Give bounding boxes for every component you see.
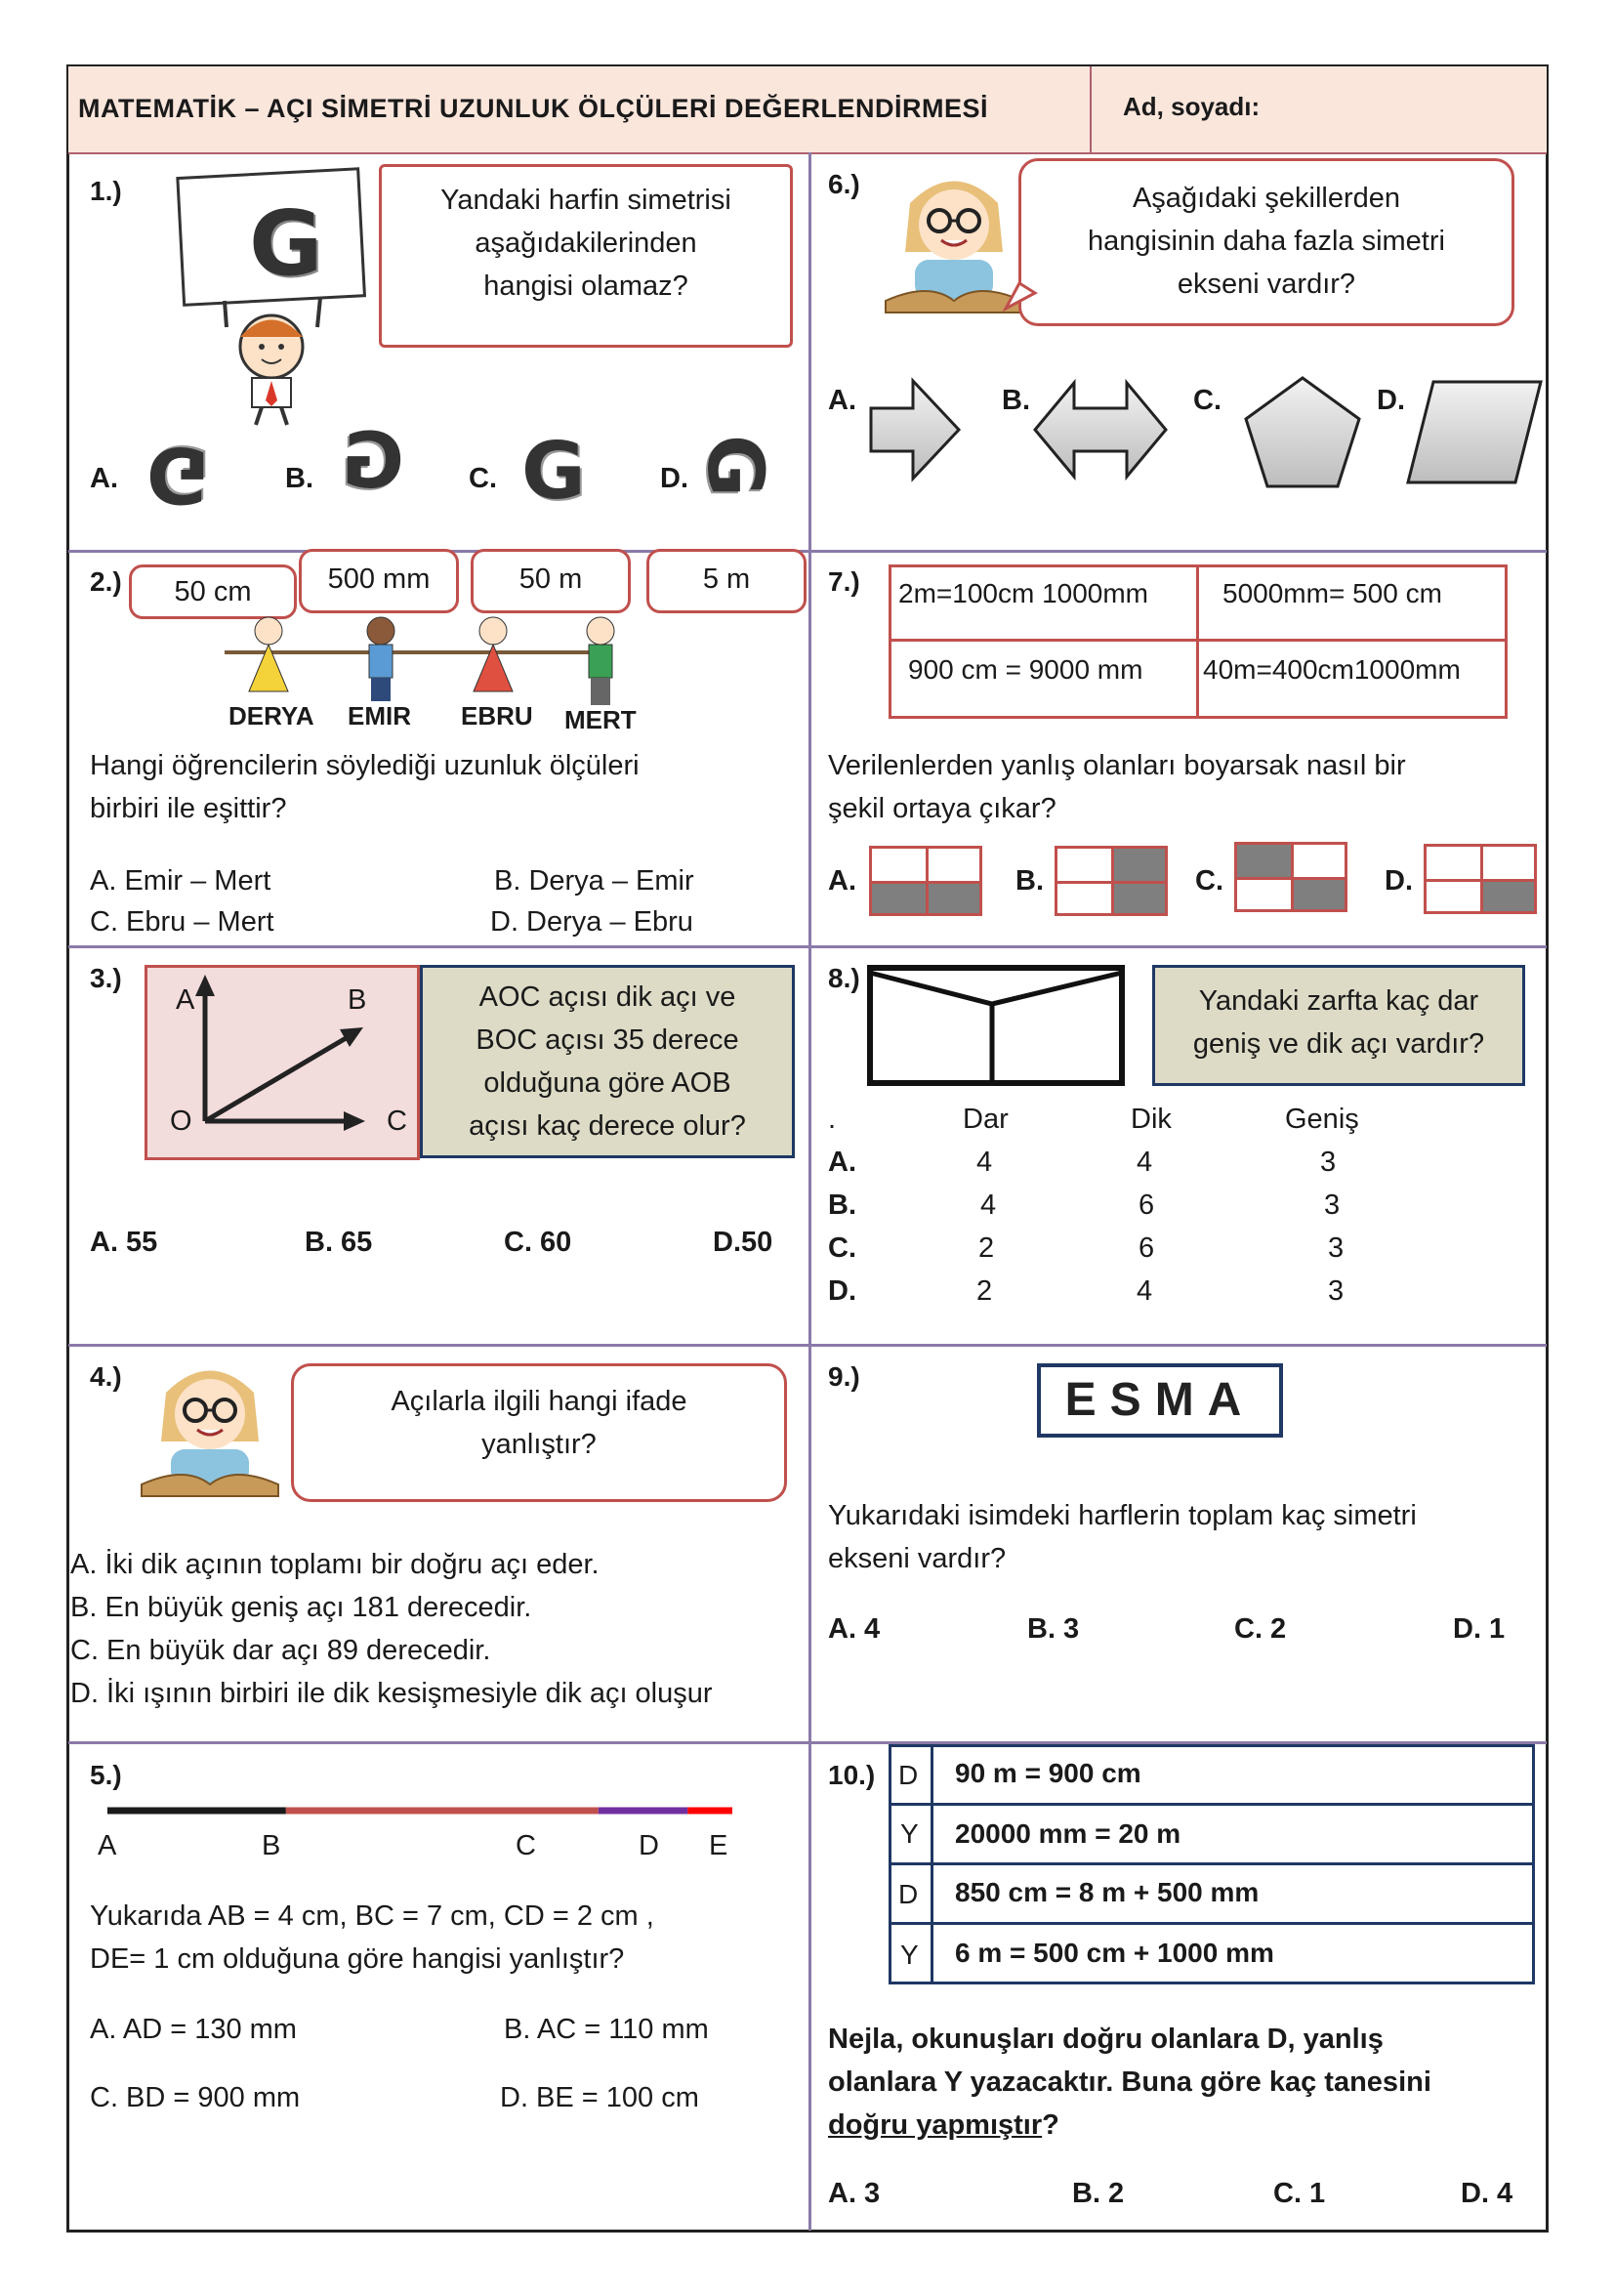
row-divider-1 bbox=[68, 550, 1547, 553]
q6-option-d-label[interactable]: D. bbox=[1377, 385, 1405, 416]
q8-row-d-dar: 2 bbox=[976, 1275, 993, 1307]
q10-option-d[interactable]: D. 4 bbox=[1461, 2178, 1513, 2209]
q8-row-b-label[interactable]: B. bbox=[828, 1190, 856, 1221]
q4-option-b[interactable]: B. En büyük geniş açı 181 derecedir. bbox=[70, 1592, 532, 1623]
q4-option-a[interactable]: A. İki dik açının toplamı bir doğru açı eder. bbox=[70, 1549, 600, 1580]
q3-question-line-3: olduğuna göre AOB bbox=[483, 1067, 731, 1099]
row-divider-3 bbox=[68, 1344, 1547, 1347]
q9-number: 9.) bbox=[828, 1361, 860, 1392]
q10-table-row-divider-1 bbox=[889, 1803, 1535, 1806]
grid-cell bbox=[1427, 879, 1480, 911]
q10-question-line-1: Nejla, okunuşları doğru olanlara D, yanlış bbox=[828, 2024, 1384, 2055]
q8-row-c-genis: 3 bbox=[1328, 1232, 1345, 1264]
q10-question-underlined: doğru yapmıştır bbox=[828, 2109, 1043, 2141]
q5-point-e: E bbox=[709, 1830, 728, 1861]
q5-segment-line bbox=[98, 1801, 732, 1820]
q7-table-row-divider bbox=[889, 639, 1508, 642]
kid-name-emir: EMIR bbox=[348, 701, 411, 731]
q2-option-d[interactable]: D. Derya – Ebru bbox=[490, 906, 693, 938]
q7-cell-1-2: 5000mm= 500 cm bbox=[1222, 578, 1442, 608]
q2-bubble-derya: 50 cm bbox=[129, 564, 297, 619]
q4-number: 4.) bbox=[90, 1361, 122, 1392]
q5-option-c[interactable]: C. BD = 900 mm bbox=[90, 2082, 301, 2113]
q10-text-3: 850 cm = 8 m + 500 mm bbox=[955, 1877, 1260, 1907]
q10-mark-4: Y bbox=[900, 1940, 919, 1970]
q6-question-bubble bbox=[1018, 158, 1514, 326]
q10-mark-2: Y bbox=[900, 1818, 919, 1849]
q3-option-d[interactable]: D.50 bbox=[713, 1227, 773, 1258]
q2-bubble-mert: 5 m bbox=[646, 549, 807, 613]
q3-question-line-1: AOC açısı dik açı ve bbox=[478, 981, 736, 1013]
grid-cell bbox=[1480, 847, 1534, 879]
q5-point-d: D bbox=[639, 1830, 659, 1861]
q8-row-d-genis: 3 bbox=[1328, 1275, 1345, 1307]
q8-number: 8.) bbox=[828, 963, 860, 993]
name-label: Ad, soyadı: bbox=[1123, 92, 1261, 121]
q5-question-line-1: Yukarıda AB = 4 cm, BC = 7 cm, CD = 2 cm , bbox=[90, 1900, 654, 1932]
q7-option-a-grid[interactable] bbox=[869, 846, 982, 916]
q5-option-a[interactable]: A. AD = 130 mm bbox=[90, 2014, 297, 2045]
q10-text-4: 6 m = 500 cm + 1000 mm bbox=[955, 1938, 1274, 1968]
q10-question-line-2: olanlara Y yazacaktır. Buna göre kaç tanesini bbox=[828, 2066, 1431, 2098]
q8-question-line-1: Yandaki zarfta kaç dar bbox=[1198, 985, 1479, 1017]
q3-option-c[interactable]: C. 60 bbox=[504, 1227, 572, 1258]
q7-number: 7.) bbox=[828, 566, 860, 597]
header-separator bbox=[1090, 66, 1092, 152]
q2-bubble-ebru: 50 m bbox=[471, 549, 631, 613]
q7-table-col-divider bbox=[1196, 564, 1199, 719]
q1-question-line-2: aşağıdakilerinden bbox=[475, 228, 697, 259]
grid-cell bbox=[872, 881, 926, 913]
grid-cell bbox=[1057, 849, 1111, 881]
q6-option-a-arrow-shape[interactable] bbox=[869, 379, 967, 486]
q8-dot: . bbox=[828, 1104, 837, 1135]
q7-option-c-label[interactable]: C. bbox=[1195, 865, 1223, 897]
q5-option-b[interactable]: B. AC = 110 mm bbox=[504, 2014, 709, 2045]
q10-mark-1: D bbox=[898, 1760, 919, 1790]
q10-question-line-3 bbox=[828, 2104, 1059, 2147]
q9-option-d[interactable]: D. 1 bbox=[1453, 1613, 1506, 1645]
grid-cell bbox=[926, 849, 979, 881]
q1-question-line-1: Yandaki harfin simetrisi bbox=[440, 185, 731, 216]
q5-point-b: B bbox=[262, 1830, 281, 1861]
q7-question-line-1: Verilenlerden yanlış olanları boyarsak nasıl bir bbox=[828, 750, 1406, 781]
kid-name-ebru: EBRU bbox=[461, 701, 533, 731]
q2-number: 2.) bbox=[90, 566, 122, 597]
q7-question-line-2: şekil ortaya çıkar? bbox=[828, 793, 1056, 824]
q6-option-c-pentagon-shape[interactable] bbox=[1242, 375, 1363, 490]
q5-point-c: C bbox=[516, 1830, 536, 1861]
q6-question-line-2: hangisinin daha fazla simetri bbox=[1088, 226, 1445, 257]
q7-option-c-grid[interactable] bbox=[1234, 842, 1347, 912]
grid-cell bbox=[1427, 847, 1480, 879]
q1-number: 1.) bbox=[90, 176, 122, 206]
kid-name-derya: DERYA bbox=[228, 701, 314, 731]
q3-question-box bbox=[420, 965, 795, 1158]
q8-row-c-dik: 6 bbox=[1139, 1232, 1155, 1264]
q10-text-1: 90 m = 900 cm bbox=[955, 1758, 1141, 1788]
q1-option-a-glyph[interactable]: G bbox=[146, 430, 210, 518]
q6-option-b-label[interactable]: B. bbox=[1002, 385, 1030, 416]
q3-label-a: A bbox=[176, 984, 195, 1016]
q3-question-line-2: BOC açısı 35 derece bbox=[476, 1024, 739, 1056]
q7-option-d-grid[interactable] bbox=[1424, 844, 1537, 914]
grid-cell bbox=[926, 881, 979, 913]
grid-cell bbox=[1291, 845, 1345, 877]
q10-table-row-divider-2 bbox=[889, 1862, 1535, 1865]
q7-cell-1-1: 2m=100cm 1000mm bbox=[898, 578, 1149, 608]
q3-label-b: B bbox=[348, 984, 367, 1016]
q8-row-d-dik: 4 bbox=[1137, 1275, 1153, 1307]
q1-option-b-glyph[interactable]: G bbox=[342, 418, 405, 506]
q2-bubble-emir: 500 mm bbox=[299, 549, 459, 613]
q3-option-b[interactable]: B. 65 bbox=[305, 1227, 373, 1258]
q5-number: 5.) bbox=[90, 1760, 122, 1790]
q3-question-line-4: açısı kaç derece olur? bbox=[469, 1110, 746, 1142]
q3-number: 3.) bbox=[90, 963, 122, 993]
q6-option-d-parallelogram-shape[interactable] bbox=[1406, 379, 1545, 486]
q8-row-b-genis: 3 bbox=[1324, 1190, 1341, 1221]
q1-option-b-label[interactable]: B. bbox=[285, 463, 313, 494]
column-divider bbox=[808, 152, 811, 2231]
q6-question-line-3: ekseni vardır? bbox=[1177, 269, 1356, 300]
q9-option-b[interactable]: B. 3 bbox=[1027, 1613, 1080, 1645]
q8-row-a-label[interactable]: A. bbox=[828, 1147, 856, 1178]
q4-question-line-1: Açılarla ilgili hangi ifade bbox=[391, 1386, 687, 1417]
q7-option-b-label[interactable]: B. bbox=[1015, 865, 1044, 897]
q1-option-c-glyph[interactable]: G bbox=[521, 426, 586, 517]
q6-question-line-1: Aşağıdaki şekillerden bbox=[1132, 183, 1401, 214]
q8-envelope-figure bbox=[865, 963, 1129, 1090]
girl-reading-illustration-2 bbox=[137, 1354, 283, 1500]
q8-row-d-label[interactable]: D. bbox=[828, 1275, 856, 1307]
q2-option-b[interactable]: B. Derya – Emir bbox=[494, 865, 694, 897]
q5-option-d[interactable]: D. BE = 100 cm bbox=[500, 2082, 699, 2113]
q7-option-d-label[interactable]: D. bbox=[1385, 865, 1413, 897]
q8-row-a-genis: 3 bbox=[1320, 1147, 1337, 1178]
q6-number: 6.) bbox=[828, 169, 860, 199]
q7-option-a-label[interactable]: A. bbox=[828, 865, 856, 897]
q1-question-line-3: hangisi olamaz? bbox=[483, 271, 688, 302]
q10-mark-3: D bbox=[898, 1879, 919, 1909]
q8-row-c-label[interactable]: C. bbox=[828, 1232, 856, 1264]
q4-option-d[interactable]: D. İki ışının birbiri ile dik kesişmesiyle dik açı oluşur bbox=[70, 1678, 713, 1709]
q8-row-a-dik: 4 bbox=[1137, 1147, 1153, 1178]
q1-option-a-label[interactable]: A. bbox=[90, 463, 118, 494]
q9-option-c[interactable]: C. 2 bbox=[1234, 1613, 1287, 1645]
q2-question-line-2: birbiri ile eşittir? bbox=[90, 793, 287, 824]
q6-bubble-tail bbox=[1006, 283, 1045, 322]
q8-row-c-dar: 2 bbox=[978, 1232, 995, 1264]
grid-cell bbox=[1291, 877, 1345, 909]
q2-question-line-1: Hangi öğrencilerin söylediği uzunluk ölçüleri bbox=[90, 750, 640, 781]
q5-question-line-2: DE= 1 cm olduğuna göre hangisi yanlıştır? bbox=[90, 1943, 625, 1975]
q6-option-c-label[interactable]: C. bbox=[1193, 385, 1222, 416]
q4-option-c[interactable]: C. En büyük dar açı 89 derecedir. bbox=[70, 1635, 491, 1666]
row-divider-2 bbox=[68, 945, 1547, 948]
grid-cell bbox=[1111, 881, 1165, 913]
q3-label-c: C bbox=[387, 1106, 407, 1137]
grid-cell bbox=[1237, 845, 1291, 877]
q3-option-a[interactable]: A. 55 bbox=[90, 1227, 158, 1258]
kid-name-mert: MERT bbox=[564, 705, 637, 734]
q8-row-b-dik: 6 bbox=[1139, 1190, 1155, 1221]
sign-letter: G bbox=[249, 191, 323, 296]
q9-option-a[interactable]: A. 4 bbox=[828, 1613, 881, 1645]
grid-cell bbox=[1480, 879, 1534, 911]
q10-option-b[interactable]: B. 2 bbox=[1072, 2178, 1125, 2209]
q1-option-c-label[interactable]: C. bbox=[469, 463, 497, 494]
q8-header-dik: Dik bbox=[1131, 1104, 1172, 1135]
q10-question-end: ? bbox=[1042, 2109, 1059, 2141]
q7-cell-2-1: 900 cm = 9000 mm bbox=[908, 654, 1143, 685]
grid-cell bbox=[1111, 849, 1165, 881]
q6-option-a-label[interactable]: A. bbox=[828, 385, 856, 416]
q9-question-line-1: Yukarıdaki isimdeki harflerin toplam kaç simetri bbox=[828, 1500, 1417, 1531]
q9-question-line-2: ekseni vardır? bbox=[828, 1543, 1007, 1574]
q2-option-c[interactable]: C. Ebru – Mert bbox=[90, 906, 274, 938]
q8-row-a-dar: 4 bbox=[976, 1147, 993, 1178]
q10-option-c[interactable]: C. 1 bbox=[1273, 2178, 1326, 2209]
q5-point-a: A bbox=[98, 1830, 117, 1861]
q9-name-box: ESMA bbox=[1037, 1363, 1283, 1438]
q7-cell-2-2: 40m=400cm1000mm bbox=[1203, 654, 1461, 685]
q8-row-b-dar: 4 bbox=[980, 1190, 997, 1221]
q3-label-o: O bbox=[170, 1106, 192, 1137]
q1-option-d-glyph[interactable]: G bbox=[690, 434, 779, 498]
q10-text-2: 20000 mm = 20 m bbox=[955, 1818, 1181, 1849]
q4-question-bubble bbox=[291, 1363, 787, 1502]
q1-option-d-label[interactable]: D. bbox=[660, 463, 688, 494]
q2-option-a[interactable]: A. Emir – Mert bbox=[90, 865, 271, 897]
q8-header-dar: Dar bbox=[963, 1104, 1009, 1135]
grid-cell bbox=[872, 849, 926, 881]
grid-cell bbox=[1057, 881, 1111, 913]
children-holding-hands-illustration bbox=[195, 613, 654, 711]
q10-table-row-divider-3 bbox=[889, 1922, 1535, 1925]
q8-question-line-2: geniş ve dik açı vardır? bbox=[1192, 1028, 1485, 1060]
q4-question-line-2: yanlıştır? bbox=[481, 1429, 597, 1460]
q6-option-b-double-arrow-shape[interactable] bbox=[1033, 379, 1170, 486]
q1-question-box bbox=[379, 164, 793, 348]
q7-option-b-grid[interactable] bbox=[1055, 846, 1168, 916]
q8-question-box bbox=[1152, 965, 1525, 1086]
q8-header-genis: Geniş bbox=[1285, 1104, 1359, 1135]
worksheet-title: MATEMATİK – AÇI SİMETRİ UZUNLUK ÖLÇÜLERİ DEĞERLENDİRMESİ bbox=[78, 94, 988, 123]
grid-cell bbox=[1237, 877, 1291, 909]
q10-option-a[interactable]: A. 3 bbox=[828, 2178, 881, 2209]
q10-number: 10.) bbox=[828, 1760, 876, 1790]
